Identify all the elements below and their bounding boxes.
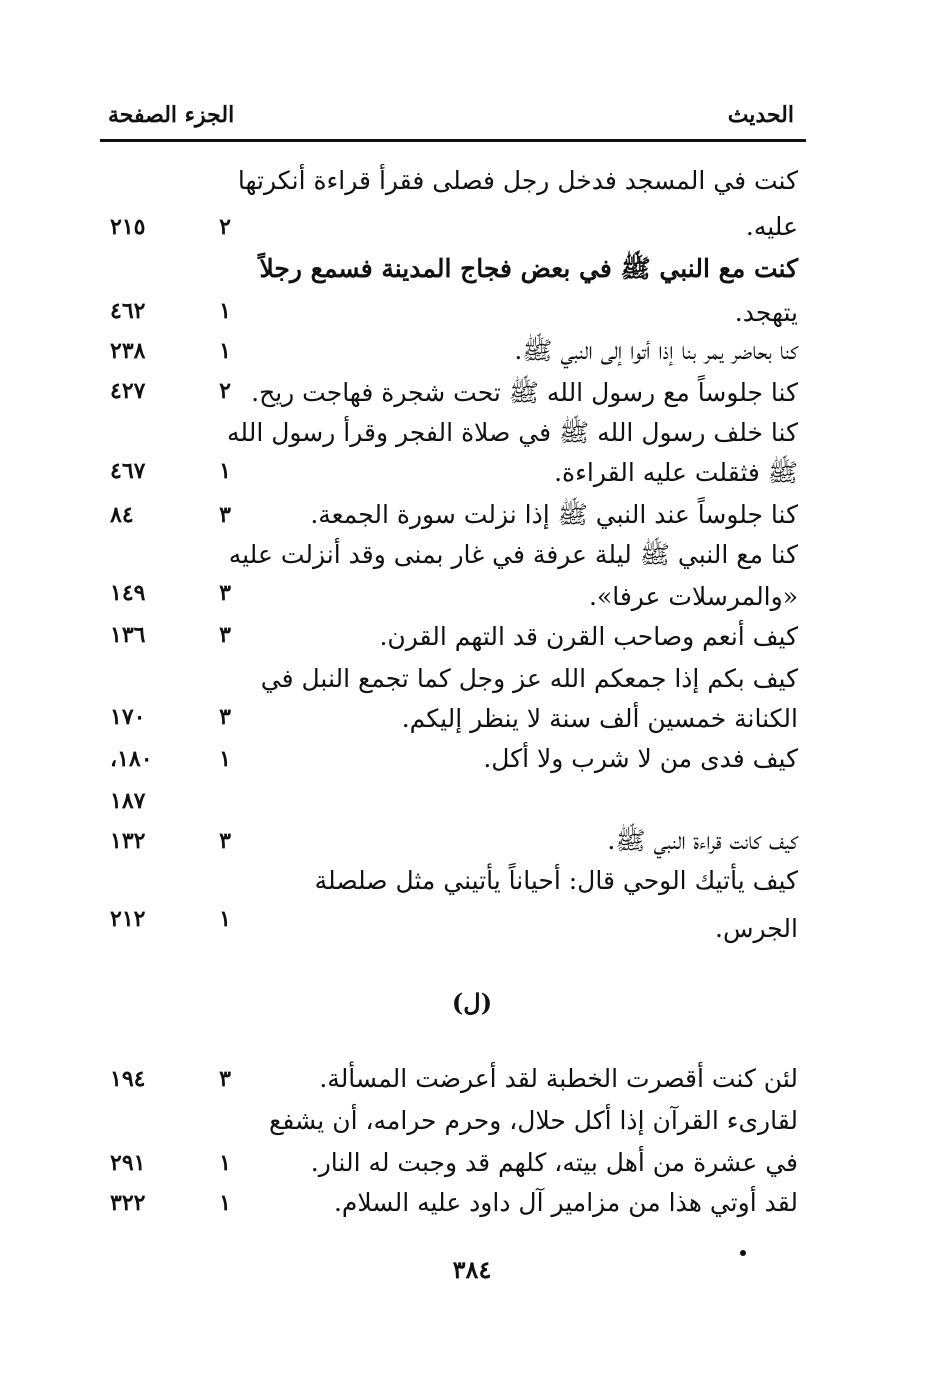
hadith-line: كيف كانت قراءة النبي ﷺ. <box>607 826 798 855</box>
hadith-line: كنا مع النبي ﷺ ليلة عرفة في غار بمنى وقد أنزلت عليه <box>228 540 798 569</box>
hadith-line: كيف يأتيك الوحي قال: أحياناً يأتيني مثل صلصلة <box>314 866 798 895</box>
page-reference: ١٨٠، <box>110 746 153 772</box>
section-letter: (ل) <box>451 988 493 1017</box>
hadith-line: كيف أنعم وصاحب القرن قد التهم القرن. <box>379 622 798 651</box>
hadith-line: ﷺ فثقلت عليه القراءة. <box>554 458 798 487</box>
volume-number: ٣ <box>219 580 231 606</box>
page-reference: ٤٦٧ <box>110 458 146 484</box>
hadith-line: كيف فدى من لا شرب ولا أكل. <box>483 744 798 773</box>
hadith-line: كنا جلوساً مع رسول الله ﷺ تحت شجرة فهاجت ريح. <box>251 378 798 407</box>
page-reference: ٨٤ <box>110 502 134 528</box>
volume-number: ١ <box>219 746 231 772</box>
page-reference: ١٣٢ <box>110 828 146 854</box>
header-rule <box>100 139 806 142</box>
page-reference: ٢٣٨ <box>110 338 146 364</box>
page-reference: ٢١٥ <box>110 214 146 240</box>
page-reference: ٤٢٧ <box>110 378 146 404</box>
page-reference: ٢١٢ <box>110 906 146 932</box>
hadith-line: الجرس. <box>715 914 798 943</box>
volume-number: ١ <box>219 1190 231 1216</box>
hadith-line: لئن كنت أقصرت الخطبة لقد أعرضت المسألة. <box>319 1064 798 1093</box>
hadith-line: الكنانة خمسين ألف سنة لا ينظر إليكم. <box>401 704 798 733</box>
volume-number: ٢ <box>219 378 231 404</box>
volume-number: ٢ <box>219 214 231 240</box>
volume-number: ٣ <box>219 502 231 528</box>
page-reference: ١٣٦ <box>110 622 146 648</box>
page-reference: ١٩٤ <box>110 1066 146 1092</box>
volume-number: ٣ <box>219 828 231 854</box>
volume-number: ٣ <box>219 1066 231 1092</box>
volume-number: ١ <box>219 458 231 484</box>
hadith-line: «والمرسلات عرفا». <box>588 582 798 611</box>
hadith-line: كيف بكم إذا جمعكم الله عز وجل كما تجمع النبل في <box>260 664 798 693</box>
volume-number: ١ <box>219 1150 231 1176</box>
volume-number: ٣ <box>219 622 231 648</box>
hadith-line: كنا بحاضر يمر بنا إذا أتوا إلى النبي ﷺ. <box>514 336 798 365</box>
volume-number: ٣ <box>219 704 231 730</box>
page-reference: ١٤٩ <box>110 580 146 606</box>
page-reference: ٢٩١ <box>110 1150 146 1176</box>
page-reference: ١٧٠ <box>110 704 146 730</box>
volume-number: ١ <box>219 906 231 932</box>
page-reference: ٤٦٢ <box>110 298 146 324</box>
hadith-line: عليه. <box>745 212 798 241</box>
stray-dot <box>740 1250 746 1256</box>
volume-number: ١ <box>219 298 231 324</box>
hadith-line: كنا جلوساً عند النبي ﷺ إذا نزلت سورة الجمعة. <box>310 500 798 529</box>
hadith-line: لقارىء القرآن إذا أكل حلال، وحرم حرامه، أن يشفع <box>269 1106 798 1135</box>
header-hadith-label: الحديث <box>727 102 794 128</box>
hadith-line: كنت مع النبي ﷺ في بعض فجاج المدينة فسمع رجلاً <box>259 254 798 283</box>
hadith-line: لقد أوتي هذا من مزامير آل داود عليه السلام. <box>333 1188 798 1217</box>
hadith-line: كنت في المسجد فدخل رجل فصلى فقرأ قراءة أنكرتها <box>237 166 798 195</box>
hadith-line: كنا خلف رسول الله ﷺ في صلاة الفجر وقرأ رسول الله <box>227 418 798 447</box>
hadith-line: في عشرة من أهل بيته، كلهم قد وجبت له النار. <box>310 1148 798 1177</box>
page-reference: ١٨٧ <box>110 788 146 814</box>
page-reference: ٣٢٢ <box>110 1190 146 1216</box>
hadith-line: يتهجد. <box>734 298 798 327</box>
volume-number: ١ <box>219 338 231 364</box>
header-volume-page-label: الجزء الصفحة <box>108 102 235 128</box>
page-number: ٣٨٤ <box>452 1255 492 1284</box>
